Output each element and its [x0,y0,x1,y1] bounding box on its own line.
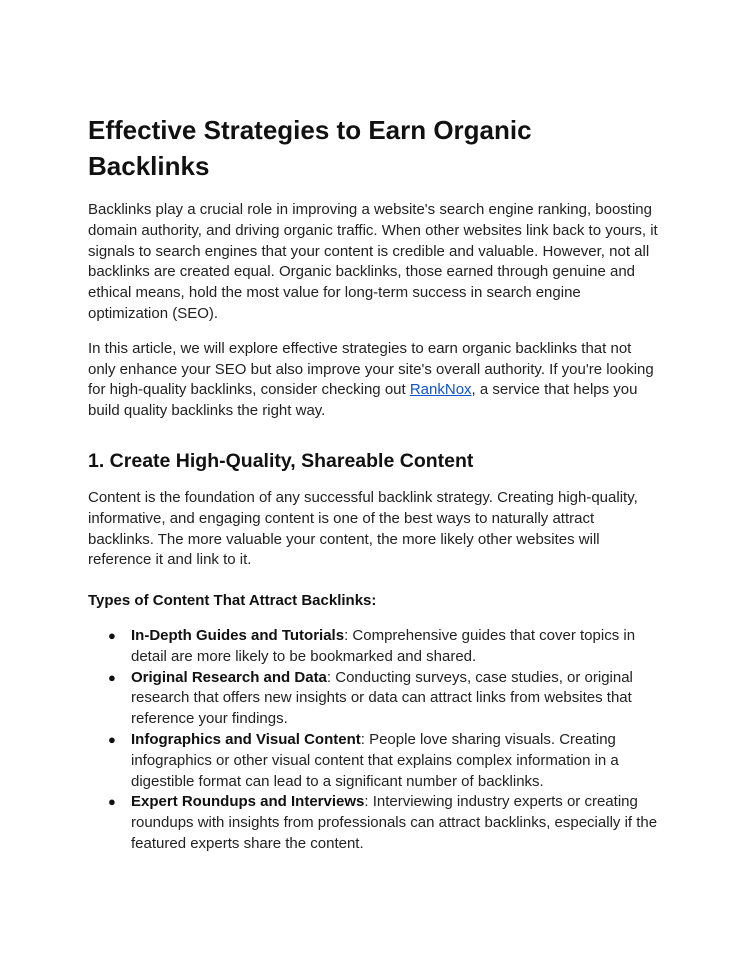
list-item-text: : Conducting surveys, case studies, or original research that offers new insights or data can attract links from websites that reference your findings. [131,668,633,728]
bullet-icon: ● [108,627,116,643]
list-item [88,626,658,668]
list-item-title: Expert Roundups and Interviews [131,793,365,811]
list-item-title: Original Research and Data [131,668,327,686]
document-page [88,112,658,855]
list-item-text: : Comprehensive guides that cover topics in detail are more likely to be bookmarked and shared. [131,626,636,665]
bullet-icon: ● [108,669,116,685]
list-item-text: : People love sharing visuals. Creating infographics or other visual content that explains complex information in a digestible format can lead to a significant number of backlinks. [131,730,619,790]
intro-paragraph: Backlinks play a crucial role in improving a website's search engine ranking, boosting domain authority, and driving organic traffic. When other websites link back to yours, it signals to search engines that your content is credible and valuable. However, not all backlinks are created equal. Organic backlinks, those earned through genuine and ethical means, hold the most value for long-term success in search engine optimization (SEO). [88,201,658,322]
section-1-paragraph: Content is the foundation of any successful backlink strategy. Creating high-quality, informative, and engaging content is one of the best ways to naturally attract backlinks. The more valuable your content, the more likely other websites will reference it and link to it. [88,488,638,569]
list-item-title: Infographics and Visual Content [131,730,361,748]
second-paragraph-text-before: In this article, we will explore effective strategies to earn organic backlinks that not only enhance your SEO but also improve your site's overall authority. If you're looking for high-quality backlinks, consider checking out [88,339,654,399]
list-item-text: : Interviewing industry experts or creating roundups with insights from professionals can attract backlinks, especially if the featured experts share the content. [131,793,658,852]
list-item [88,730,658,792]
article-title: Effective Strategies to Earn Organic Backlinks [88,115,532,181]
list-item-title: In-Depth Guides and Tutorials [131,626,345,644]
section-1-heading: 1. Create High-Quality, Shareable Content [88,449,474,472]
bullet-icon: ● [108,794,116,810]
ranknox-link[interactable]: RankNox [409,381,472,399]
content-types-subheading: Types of Content That Attract Backlinks: [88,592,377,610]
bullet-icon: ● [108,731,116,747]
list-item [88,792,658,854]
second-paragraph-text-after: , a service that helps you build quality backlinks the right way. [88,381,638,420]
second-paragraph [88,339,658,422]
content-types-list [88,626,658,855]
list-item [88,668,658,730]
